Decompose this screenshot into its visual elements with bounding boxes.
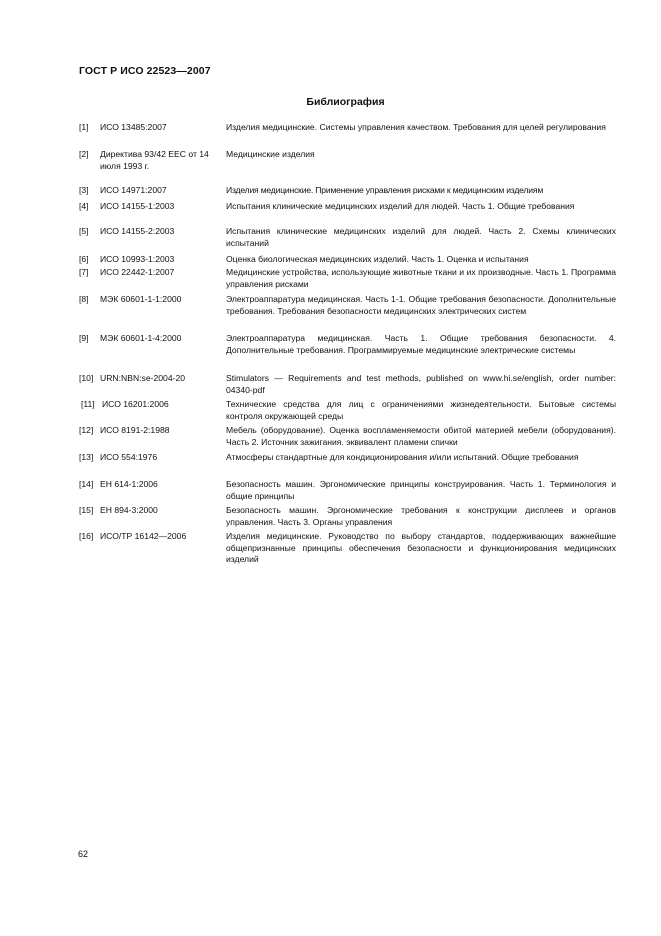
bib-description: Изделия медицинские. Применение управления рисками к медицинским изделиям (226, 185, 544, 195)
bib-number: [9] (79, 333, 89, 343)
bib-number: [13] (79, 452, 94, 462)
page-number: 62 (78, 849, 89, 859)
bib-description: Мебель (оборудование). Оценка воспламеняемости обитой материей мебели (оборудования). Часть 2. Источник зажигания. эквивалент пламени спички (226, 425, 616, 447)
bib-code: ИСО 14971:2007 (100, 185, 167, 195)
bib-description: Изделия медицинские. Системы управления качеством. Требования для целей регулирования (226, 122, 606, 132)
bib-code: ИСО/ТР 16142—2006 (100, 531, 187, 541)
bib-description: Атмосферы стандартные для кондиционирования и/или испытаний. Общие требования (226, 452, 579, 462)
bib-code: URN:NBN:se-2004-20 (100, 373, 186, 383)
bib-number: [14] (79, 479, 94, 489)
bibliography-title: Библиография (306, 96, 385, 108)
bib-description: Безопасность машин. Эргономические требования к конструкции дисплеев и органов управления. Часть 3. Органы управления (226, 505, 616, 527)
bib-description: Электроаппаратура медицинская. Часть 1. Общие требования безопасности. 4. Дополнительные требования. Программируемые медицинские электрические системы (226, 333, 616, 355)
bib-number: [1] (79, 122, 89, 132)
bib-number: [7] (79, 267, 89, 277)
bib-code: ИСО 14155-2:2003 (100, 226, 175, 236)
bib-description: Электроаппаратура медицинская. Часть 1-1. Общие требования безопасности. Дополнительные требования. Требования безопасности медицинских электрических систем (226, 294, 616, 316)
bib-number: [12] (79, 425, 94, 435)
bib-description: Изделия медицинские. Руководство по выбору стандартов, поддерживающих важнейшие общепризнанные принципы обеспечения безопасности и функционирования медицинских изделий (226, 531, 616, 565)
bib-code: ИСО 10993-1:2003 (100, 254, 175, 264)
document-header: ГОСТ Р ИСО 22523—2007 (79, 65, 211, 77)
bib-description: Stimulators — Requirements and test methods, published on www.hi.se/english, order number: 04340-pdf (226, 373, 616, 395)
bib-code: Директива 93/42 ЕЕС от 14 июля 1993 г. (100, 149, 209, 171)
bib-number: [6] (79, 254, 89, 264)
bib-code: ЕН 614-1:2006 (100, 479, 158, 489)
bib-description: Медицинские изделия (226, 149, 315, 159)
bib-number: [5] (79, 226, 89, 236)
bib-code: ИСО 22442-1:2007 (100, 267, 175, 277)
bib-number: [3] (79, 185, 89, 195)
bib-number: [4] (79, 201, 89, 211)
bib-code: ЕН 894-3:2000 (100, 505, 158, 515)
bib-code: ИСО 8191-2:1988 (100, 425, 170, 435)
bib-number: [15] (79, 505, 94, 515)
bib-code: ИСО 14155-1:2003 (100, 201, 175, 211)
bib-number: [2] (79, 149, 89, 159)
bib-description: Безопасность машин. Эргономические принципы конструирования. Часть 1. Терминология и общие принципы (226, 479, 616, 501)
bib-description: Испытания клинические медицинских изделий для людей. Часть 2. Схемы клинических испытаний (226, 226, 616, 248)
bib-description: Технические средства для лиц с ограничениями жизнедеятельности. Бытовые системы контроля окружающей среды (226, 399, 616, 421)
bib-number: [16] (79, 531, 94, 541)
bib-description: Испытания клинические медицинских изделий для людей. Часть 1. Общие требования (226, 201, 575, 211)
bib-code: ИСО 16201:2006 (102, 399, 169, 409)
bib-code: ИСО 554:1976 (100, 452, 158, 462)
bib-number: [8] (79, 294, 89, 304)
bib-code: МЭК 60601-1-4:2000 (100, 333, 182, 343)
bib-description: Медицинские устройства, использующие животные ткани и их производные. Часть 1. Программа управления рисками (226, 267, 616, 289)
bib-code: МЭК 60601-1-1:2000 (100, 294, 182, 304)
bib-number: [11] (81, 399, 95, 409)
bib-code: ИСО 13485:2007 (100, 122, 167, 132)
bib-number: [10] (79, 373, 94, 383)
bib-description: Оценка биологическая медицинских изделий. Часть 1. Оценка и испытания (226, 254, 529, 264)
